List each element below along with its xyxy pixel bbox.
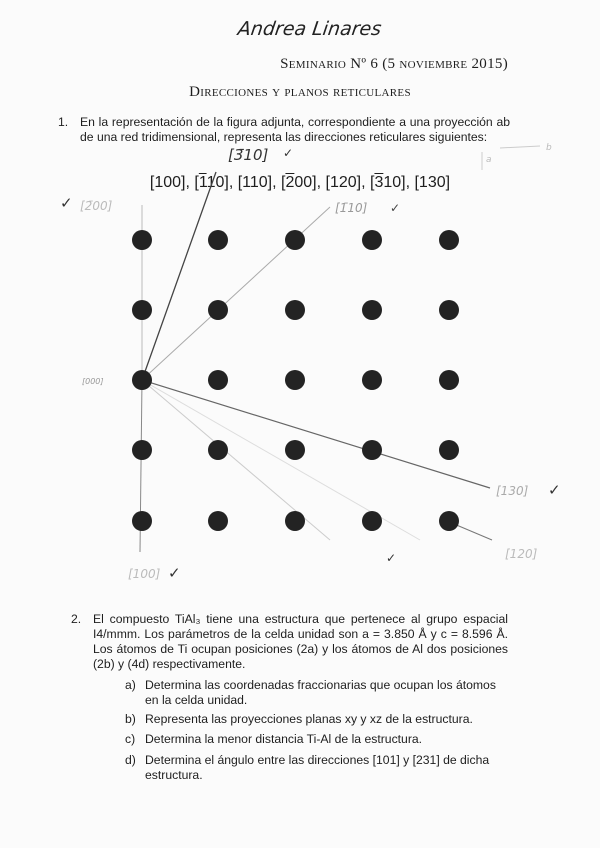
check-mark: ✓ <box>60 194 73 212</box>
check-mark: ✓ <box>168 564 181 582</box>
check-mark: ✓ <box>386 551 397 565</box>
direction-0: [100] <box>149 174 186 191</box>
lattice-point <box>285 511 305 531</box>
lattice-point <box>208 511 228 531</box>
lattice-point <box>132 300 152 320</box>
axis-arrow-b <box>500 146 540 148</box>
check-mark: ✓ <box>548 481 561 499</box>
direction-6: [130] <box>414 174 451 191</box>
handwritten-author-name: Andrea Linares <box>236 18 383 40</box>
sub-label: a) <box>125 678 136 692</box>
direction-1: [110] <box>194 174 229 191</box>
lattice-point <box>439 300 459 320</box>
lattice-point <box>362 440 382 460</box>
direction-2: [110] <box>237 174 273 191</box>
lattice-point <box>285 230 305 250</box>
lattice-point <box>132 511 152 531</box>
lattice-point <box>362 370 382 390</box>
sub-label: b) <box>125 712 136 726</box>
sub-question-c <box>125 732 505 747</box>
question-number: 1. <box>58 115 69 129</box>
handwritten-label-origin: [000] <box>82 377 104 386</box>
sub-text: Determina las coordenadas fraccionarias que ocupan los átomos en la celda unidad. <box>145 678 496 707</box>
lattice-point <box>362 230 382 250</box>
handwritten-label-130: [130] <box>496 484 529 498</box>
sub-label: d) <box>125 753 136 767</box>
handwritten-label-120: [120] <box>505 547 538 561</box>
check-mark: ✓ <box>283 146 294 160</box>
lattice-point <box>132 370 152 390</box>
lattice-point <box>362 300 382 320</box>
sub-text: Determina el ángulo entre las direcciones [101] y [231] de dicha estructura. <box>145 753 490 782</box>
axis-label-b: b <box>546 143 552 153</box>
sub-label: c) <box>125 732 136 746</box>
question-number: 2. <box>71 612 82 626</box>
check-mark: ✓ <box>390 201 401 215</box>
lattice-point <box>208 230 228 250</box>
seminar-heading: Seminario Nº 6 (5 noviembre 2015) <box>280 56 508 72</box>
lattice-point <box>439 230 459 250</box>
direction-3: [200] <box>281 174 317 191</box>
lattice-point <box>208 300 228 320</box>
direction-4: [120] <box>325 174 362 191</box>
direction-line-310 <box>142 172 216 380</box>
direction-line-130 <box>142 380 490 488</box>
lattice-point <box>132 230 152 250</box>
lattice-point <box>285 300 305 320</box>
question-2 <box>71 612 508 672</box>
question-text: El compuesto TiAl₃ tiene una estructura que pertenece al grupo espacial I4/mmm. Los parámetros de la celda unidad son a = 3.850 Å y c = 8.596 Å. Los átomos de Ti ocupan posiciones (2a) y los átomos de Al dos posiciones (2b) y (4d) respectivamente. <box>93 612 508 671</box>
direction-5: [310] <box>369 174 406 191</box>
lattice-point <box>208 440 228 460</box>
handwritten-label-310: [3̄10] <box>228 146 269 164</box>
axis-label-a: a <box>486 155 492 165</box>
handwritten-label-200: [2̄00] <box>80 199 113 213</box>
sub-question-a <box>125 678 505 708</box>
lattice-point <box>208 370 228 390</box>
lattice-point <box>439 440 459 460</box>
direction-list: [100], [110], [110], [200], [120], [310], [130] <box>149 174 451 191</box>
lattice-point <box>285 440 305 460</box>
lattice-point <box>362 511 382 531</box>
lattice-point <box>132 440 152 460</box>
question-text: En la representación de la figura adjunta, correspondiente a una proyección ab de una red tridimensional, representa las direcciones reticulares siguientes: <box>80 115 510 144</box>
lattice-point <box>439 370 459 390</box>
lattice-point <box>439 511 459 531</box>
page-title: Direcciones y planos reticulares <box>189 84 411 100</box>
sub-text: Representa las proyecciones planas xy y xz de la estructura. <box>145 712 473 726</box>
lattice-point <box>285 370 305 390</box>
sub-text: Determina la menor distancia Ti-Al de la estructura. <box>145 732 423 746</box>
handwritten-label-110: [1̄10] <box>335 201 368 215</box>
sub-question-b <box>125 712 505 727</box>
handwritten-label-100: [100] <box>128 567 161 581</box>
sub-question-d <box>125 753 505 783</box>
